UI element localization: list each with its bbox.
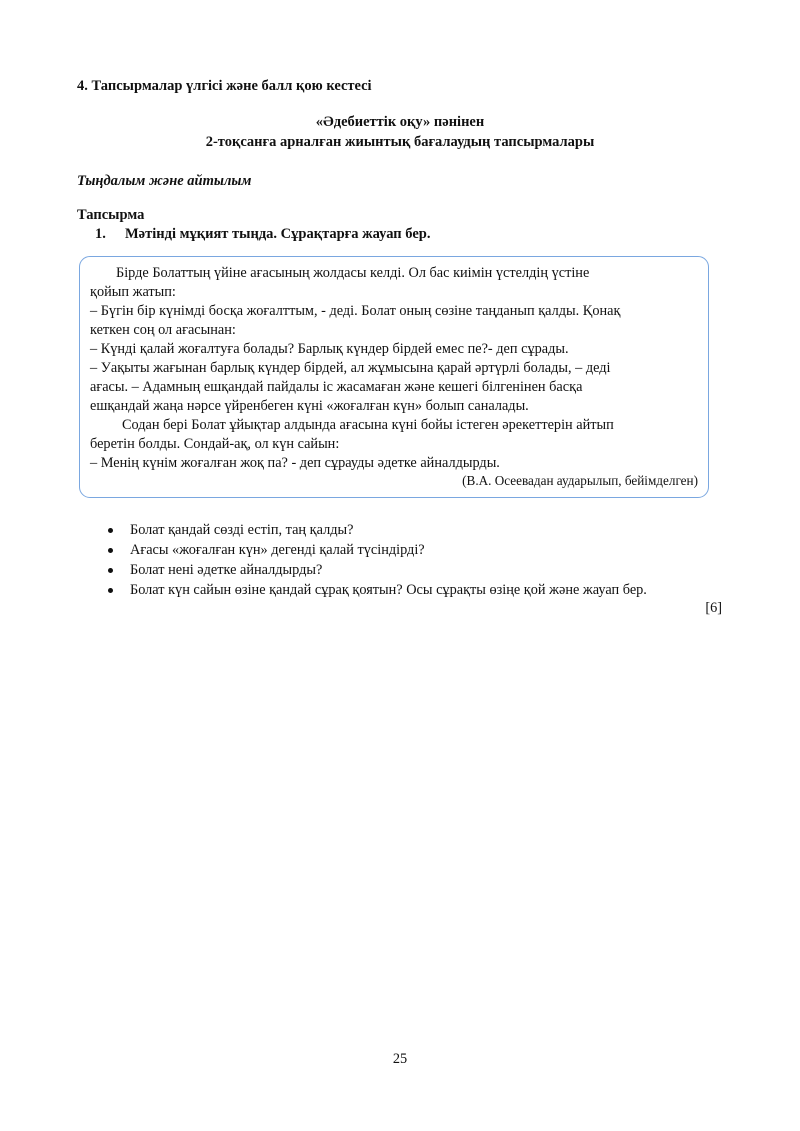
reading-text-box: [79, 256, 709, 498]
text-line: беретін болды. Сондай-ақ, ол күн сайын:: [90, 436, 340, 452]
question-item: Ағасы «жоғалған күн» дегенді қалай түсіндірді?: [108, 540, 647, 560]
score-mark: [6]: [705, 600, 722, 616]
text-line: кеткен соң ол ағасынан:: [90, 322, 236, 338]
question-item: Болат нені әдетке айналдырды?: [108, 560, 647, 580]
question-item: Болат қандай сөзді естіп, таң қалды?: [108, 520, 647, 540]
text-line: – Менің күнім жоғалған жоқ па? - деп сұрауды әдетке айналдырды.: [90, 455, 500, 471]
task-text: Мәтінді мұқият тыңда. Сұрақтарға жауап бер.: [125, 226, 431, 242]
text-line: – Күнді қалай жоғалтуға болады? Барлық күндер бірдей емес пе?- деп сұрады.: [90, 341, 569, 357]
task-label: Тапсырма: [77, 207, 145, 223]
document-subtitle: 2-тоқсанға арналған жиынтық бағалаудың тапсырмалары: [205, 134, 595, 150]
text-line: Бірде Болаттың үйіне ағасының жолдасы келді. Ол бас киімін үстелдің үстіне: [116, 265, 590, 281]
text-line: – Уақыты жағынан барлық күндер бірдей, ал жұмысына қарай әртүрлі болады, – деді: [90, 360, 611, 376]
text-line: – Бүгін бір күнімді босқа жоғалттым, - деді. Болат оның сөзіне таңданып қалды. Қонақ: [90, 303, 621, 319]
text-source: (В.А. Осеевадан аударылып, бейімделген): [462, 473, 698, 488]
subject-line: «Әдебиеттік оқу» пәнінен: [315, 114, 485, 130]
text-line: ешқандай жаңа нәрсе үйренбеген күні «жоғалған күн» болып саналады.: [90, 398, 529, 414]
section-heading: Тыңдалым және айтылым: [77, 173, 252, 189]
text-line: ағасы. – Адамның ешқандай пайдалы іс жасамаған және кешегі білгенінен басқа: [90, 379, 583, 395]
text-line: қойып жатып:: [90, 284, 176, 300]
task-number: 1.: [95, 226, 106, 242]
page-number: 25: [392, 1051, 408, 1067]
task-item: [95, 226, 430, 243]
text-line: Содан бері Болат ұйықтар алдында ағасына күні бойы істеген әрекеттерін айтып: [122, 417, 614, 433]
question-item: Болат күн сайын өзіне қандай сұрақ қоятын? Осы сұрақты өзіңе қой және жауап бер.: [108, 580, 647, 600]
section-title: 4. Тапсырмалар үлгісі және балл қою кестесі: [77, 78, 372, 94]
question-list: [108, 520, 647, 600]
